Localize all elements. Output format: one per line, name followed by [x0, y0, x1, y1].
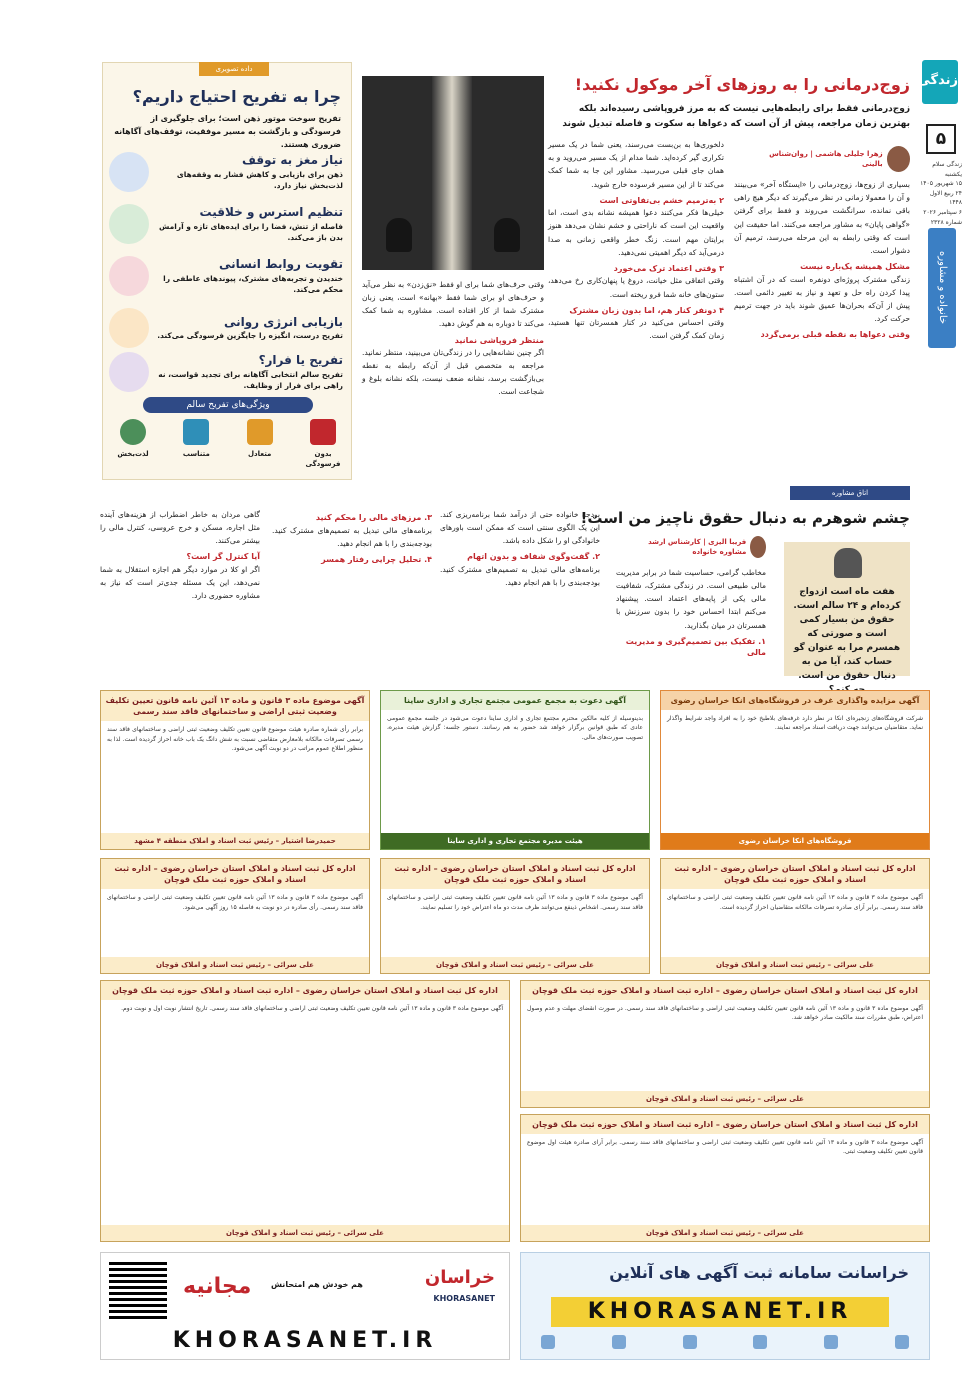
middle-column [362, 278, 544, 478]
date-line: یکشنبه [944, 170, 962, 178]
article-text: وقتی حرف‌های شما برای او فقط «نق‌زدن» به نظر می‌آید و حرف‌های او برای شما فقط «بهانه» است، یعنی زبان مشترک شما از کار افتاده است. مشاوره به شما کمک می‌کند تا دوباره به هم گوش دهید. [362, 280, 544, 329]
ad-body: آگهی موضوع ماده ۳ قانون و ماده ۱۳ آئین نامه قانون تعیین تکلیف وضعیت ثبتی اراضی و ساختمانهای فاقد سند رسمی. تاریخ انتشار نوبت اول و نوبت دوم. [121, 1005, 503, 1013]
consult-band: اتاق مشاوره [790, 486, 910, 500]
article-column-left [548, 138, 724, 342]
consult-text: اگر او کلا در موارد دیگر هم اجازه استقلال به شما نمی‌دهد، این یک مسئله جدی‌تر است که نیاز به مشاوره حضوری دارد. [100, 564, 260, 601]
feature-item [174, 419, 218, 469]
promo-brand: خراسان [424, 1267, 495, 1288]
main-article [548, 62, 910, 470]
article-lead: زوج‌درمانی فقط برای رابطه‌هایی نیست که به مرز فروپاشی رسیده‌اند بلکه بهترین زمان مراجعه، پیش از آن است که دعواها به سکوت و فاصله تبدیل شوند [562, 103, 910, 129]
date-line: زندگی سلام [932, 161, 962, 168]
infographic-title: چرا به تفریح احتیاج داریم؟ [132, 87, 341, 106]
ad-title: آگهی دعوت به مجمع عمومی مجتمع تجاری و اداری ساینا [381, 691, 649, 710]
ad-footer: علی سرائی – رئیس ثبت اسناد و املاک قوچان [381, 957, 649, 973]
infographic-label: داده تصویری [199, 62, 269, 76]
consult-column [100, 508, 260, 682]
article-text: اگر چنین نشانه‌هایی را در زندگی‌تان می‌بینید، منتظر نمانید. مراجعه به متخصص قبل از آن‌که رابطه به نقطه بی‌بازگشت برسد، نشانه ضعف نیست، بلکه نشانه بلوغ و شجاعت است. [362, 348, 544, 397]
author-box [760, 146, 910, 172]
ad-title: اداره کل ثبت اسناد و املاک استان خراسان رضوی – اداره ثبت اسناد و املاک حوزه ثبت ملک قوچان [661, 859, 929, 889]
article-text: وقتی احساس می‌کنید در کنار همسرتان تنها هستید، زمان کمک گرفتن است. [548, 318, 724, 341]
info-row-desc: تفریح درست، انگیزه را جایگزین فرسودگی می‌کند. [157, 331, 343, 341]
article-text: زندگی مشترک پروژه‌ای دونفره است که در آن اشتباه پیدا کردن راه حل و تعهد و نیاز به تغییر دائمی است. پیش از آن‌که بحران‌ها عمیق شوند باید در جهت ترمیم حرکت کرد. [734, 274, 910, 323]
consult-text: گاهی مردان به خاطر اضطراب از هزینه‌های آینده مثل اجاره، مسکن و خرج عروسی، کنترل مالی را بیشتر می‌کنند. [100, 510, 260, 546]
photo-light-gap [432, 76, 472, 270]
info-row-heading: بازیابی انرژی روانی [223, 314, 343, 329]
device-icon [824, 1335, 838, 1349]
consult-text: برنامه‌های مالی تبدیل به تصمیم‌های مشترک کنید. بودجه‌بندی را با هم انجام دهید. [272, 525, 432, 548]
article-subhead: ۳ وقتی اعتماد ترک می‌خورد [613, 263, 724, 273]
device-icon [753, 1335, 767, 1349]
battery-icon [109, 308, 149, 348]
ad-body: آگهی موضوع ماده ۳ قانون و ماده ۱۳ آئین نامه قانون تعیین تکلیف وضعیت ثبتی اراضی و ساختمانهای فاقد سند رسمی. برابر آرای صادره هیئت اول موضوع قانون تعیین تکلیف وضعیت ثبتی. [527, 1139, 923, 1156]
ad-footer: علی سرائی – رئیس ثبت اسناد و املاک قوچان [521, 1225, 929, 1241]
info-row-heading: تقویت روابط انسانی [218, 257, 343, 272]
ad-registry[interactable] [520, 980, 930, 1108]
features-title: ویژگی‌های تفریح سالم [143, 397, 313, 413]
ad-footer: فروشگاه‌های انکا خراسان رضوی [661, 833, 929, 849]
ad-title: آگهی مزایده واگذاری غرف در فروشگاه‌های انکا خراسان رضوی [661, 691, 929, 710]
ad-registry[interactable] [100, 690, 370, 850]
people-icon [109, 256, 149, 296]
article-text: بسیاری از زوج‌ها، زوج‌درمانی را «ایستگاه آخر» می‌بینند و آن را معمولا زمانی در نظر می‌گیرند که دیگر هیچ راهی باقی نمانده، سرانگشت می‌روند و فقط برای گرفتن «گواهی پایان» به مشاور مراجعه می‌کنند. اما حقیقت این است که وقتی رابطه به این مرحله می‌رسد، ترمیم آن دشوار است. [734, 180, 910, 255]
info-row [109, 147, 343, 197]
ad-assembly[interactable] [380, 690, 650, 850]
feature-label: متناسب [182, 450, 210, 458]
promo-online-ads[interactable] [520, 1252, 930, 1360]
consult-question [784, 542, 910, 681]
issue-date [920, 160, 962, 227]
article-subhead: منتظر فروپاشی نمانید [454, 335, 544, 345]
ad-registry[interactable] [100, 858, 370, 974]
promo-url[interactable]: KHORASANET.IR [172, 1328, 438, 1353]
article-photo [362, 76, 544, 270]
ad-title: آگهی موضوع ماده ۳ قانون و ماده ۱۳ آئین نامه قانون تعیین تکلیف وضعیت ثبتی اراضی و ساختمانهای فاقد سند رسمی [101, 691, 369, 721]
photo-figure [494, 218, 520, 252]
section-tab[interactable]: خانواده و مشاوره [928, 228, 956, 348]
article-title: زوج‌درمانی را به روزهای آخر موکول نکنید! [574, 75, 910, 94]
info-row [109, 199, 343, 249]
ad-footer: هیئت مدیره مجتمع تجاری و اداری ساینا [381, 833, 649, 849]
feature-item [238, 419, 282, 469]
article-subhead: ۲ به‌ترمیم خشم بی‌تفاوتی است [599, 195, 724, 205]
consult-column [272, 508, 432, 682]
ad-auction[interactable] [660, 690, 930, 850]
scale-icon [247, 419, 273, 445]
article-subhead: مشکل همیشه یک‌باره نیست [800, 261, 910, 271]
article-subhead: ۴ دونفر کنار هم، اما بدون زبان مشترک [569, 305, 724, 315]
consult-subhead: ۲. گفت‌وگوی شفاف و بدون اتهام [467, 552, 600, 562]
ad-title: اداره کل ثبت اسناد و املاک استان خراسان رضوی – اداره ثبت اسناد و املاک حوزه ثبت ملک قوچان [101, 981, 509, 1000]
info-row-desc: ذهن برای بازیابی و کاهش فشار به وقفه‌های لذت‌بخش نیاز دارد. [176, 169, 343, 190]
info-row-heading: تنظیم استرس و خلاقیت [199, 205, 343, 220]
photo-figure [386, 218, 412, 252]
article-text: خیلی‌ها فکر می‌کنند دعوا همیشه نشانه بدی است، اما واقعیت این است که ناراحتی و خشم نشان می‌دهد هنوز برایتان مهم است. زنگ خطر واقعی زمانی به صدا درمی‌آید که دیگر اهمیتی نمی‌دهید. [548, 208, 724, 257]
features-grid [111, 419, 345, 469]
date-line: شماره ۲۳۲۸ [930, 218, 962, 226]
ad-body: آگهی موضوع ماده ۳ قانون و ماده ۱۳ آئین نامه قانون تعیین تکلیف وضعیت ثبتی اراضی و ساختمانهای فاقد سند رسمی. رأی صادره در دو نوبت به فاصله ۱۵ روز آگهی می‌شود. [107, 894, 363, 911]
ad-body: آگهی موضوع ماده ۳ قانون و ماده ۱۳ آئین نامه قانون تعیین تکلیف وضعیت ثبتی اراضی و ساختمانهای فاقد سند رسمی. برابر آرای صادره تصرفات مالکانه متقاضیان احراز گردیده است. [667, 894, 923, 911]
info-row-desc: فاصله از تنش، فضا را برای ایده‌های تازه و آرامش بدن باز می‌کند. [158, 221, 343, 242]
ad-body: آگهی موضوع ماده ۳ قانون و ماده ۱۳ آئین نامه قانون تعیین تکلیف وضعیت ثبتی اراضی و ساختمانهای فاقد سند رسمی. در صورت انقضای مهلت و عدم وصول اعتراض، طبق مقررات سند مالکیت صادر خواهد شد. [527, 1005, 923, 1022]
veiled-woman-icon [834, 548, 862, 578]
consult-subhead: ۱. تفکیک بین تصمیم‌گیری و مدیریت مالی [625, 636, 766, 658]
author-name: فریبا الیزی | کارشناس ارشد مشاوره خانواده [648, 537, 747, 556]
consult-author [636, 536, 766, 558]
ad-title: اداره کل ثبت اسناد و املاک استان خراسان رضوی – اداره ثبت اسناد و املاک حوزه ثبت ملک قوچان [521, 981, 929, 1000]
infographic-box [102, 62, 352, 480]
consult-title: چشم شوهرم به دنبال حقوق ناچیز من است! [580, 509, 910, 527]
ad-footer: حمیدرضا اشتیار – رئیس ثبت اسناد و املاک منطقه ۴ مشهد [101, 833, 369, 849]
ad-footer: علی سرائی – رئیس ثبت اسناد و املاک قوچان [661, 957, 929, 973]
fire-icon [310, 419, 336, 445]
ad-registry[interactable] [100, 980, 510, 1242]
promo-brand-sub: KHORASANET [433, 1294, 495, 1303]
wave-icon [109, 204, 149, 244]
author-name: زهرا جلیلی هاشمی | روان‌شناس بالینی [769, 150, 883, 169]
brain-icon [109, 152, 149, 192]
info-row [109, 303, 343, 353]
consult-subhead: ۴. تحلیل چرایی رفتار همسر [321, 554, 432, 564]
info-row-heading: تفریح یا فرار؟ [258, 353, 343, 368]
consult-column [440, 508, 600, 682]
smile-icon [120, 419, 146, 445]
ad-body: برابر رأی شماره صادره هیئت موضوع قانون تعیین تکلیف وضعیت ثبتی اراضی و ساختمانهای فاقد سند رسمی تصرفات مالکانه بلامعارض متقاضی نسبت به شش دانگ یک باب خانه احراز گردیده است. لذا به منظور اطلاع عموم مراتب در دو نوبت آگهی می‌شود. [107, 726, 363, 752]
consult-column [616, 566, 766, 682]
ad-body: آگهی موضوع ماده ۳ قانون و ماده ۱۳ آئین نامه قانون تعیین تکلیف وضعیت ثبتی اراضی و ساختمانهای فاقد سند رسمی. اشخاص ذینفع می‌توانند ظرف مدت دو ماه اعتراض خود را تسلیم نمایند. [387, 894, 643, 911]
article-subhead: وقتی دعواها به نقطه قبلی برمی‌گردد [760, 330, 910, 340]
info-row-desc: خندیدن و تجربه‌های مشترک، پیوندهای عاطفی را محکم می‌کند. [163, 273, 343, 294]
promo-url[interactable]: KHORASANET.IR [551, 1297, 889, 1327]
ad-body: شرکت فروشگاه‌های زنجیره‌ای انکا در نظر دارد غرفه‌های بلاطبخ خود را به افراد واجد شرایط واگذار نماید. متقاضیان می‌توانند جهت دریافت اسناد مراجعه نمایند. [667, 715, 923, 732]
ad-title: اداره کل ثبت اسناد و املاک استان خراسان رضوی – اداره ثبت اسناد و املاک حوزه ثبت ملک قوچان [521, 1115, 929, 1134]
promo-title: خراسانت سامانه ثبت آگهی های آنلاین [609, 1263, 909, 1282]
author-photo [887, 146, 910, 172]
info-row [109, 347, 343, 397]
ad-registry[interactable] [520, 1114, 930, 1242]
newspaper-logo: زندگی [922, 60, 958, 104]
feature-label: متعادل [247, 450, 272, 458]
ad-title: اداره کل ثبت اسناد و املاک استان خراسان رضوی – اداره ثبت اسناد و املاک حوزه ثبت ملک قوچان [381, 859, 649, 889]
author-photo [750, 536, 766, 558]
info-row-desc: تفریح سالم انتخابی آگاهانه برای تجدید قواست، نه راهی برای فرار از وظایف. [158, 369, 343, 390]
date-line: ۶ سپتامبر ۲۰۲۶ [923, 208, 962, 216]
infographic-subtitle: تفریح سوخت موتور ذهن است؛ برای جلوگیری از فرسودگی و بازگشت به مسیر موفقیت، توقف‌های آگاهانه ضروری هستند. [114, 114, 341, 149]
consult-text: بودجه خانواده حتی از درآمد شما برنامه‌ریزی کند. این یک الگوی سنتی است که ممکن است باورهای خانوادگی او را شکل داده باشد. [440, 510, 600, 546]
ad-footer: علی سرائی – رئیس ثبت اسناد و املاک قوچان [521, 1091, 929, 1107]
consult-text: مخاطب گرامی، حساسیت شما در برابر مدیریت مالی طبیعی است. در زندگی مشترک، شفافیت مالی یکی از پایه‌های اعتماد است. پیشنهاد می‌کنم ابتدا احساس خود را بدون سرزنش با همسرتان در میان بگذارید. [616, 568, 766, 630]
feature-item [111, 419, 155, 469]
promo-free-sub: هم خودش هم امتحانش [271, 1280, 363, 1289]
side-strip [916, 60, 966, 480]
ad-title: اداره کل ثبت اسناد و املاک استان خراسان رضوی – اداره ثبت اسناد و املاک حوزه ثبت ملک قوچان [101, 859, 369, 889]
feature-label: لذت‌بخش [117, 450, 149, 458]
feature-item [301, 419, 345, 469]
ad-footer: علی سرائی – رئیس ثبت اسناد و املاک قوچان [101, 1225, 509, 1241]
ad-body: بدینوسیله از کلیه مالکین محترم مجتمع تجاری و اداری ساینا دعوت می‌شود در جلسه مجمع عمومی عادی که طبق قوانین برگزار خواهد شد حضور به هم رسانند. دستور جلسه: گزارش هیئت مدیره، تصویب صورت‌های مالی. [387, 715, 643, 741]
consult-subhead: آیا کنترل گر است؟ [186, 552, 260, 562]
promo-free: مجانیه [183, 1274, 252, 1299]
consult-text: برنامه‌های مالی تبدیل به تصمیم‌های مشترک کنید. بودجه‌بندی را با هم انجام دهید. [440, 564, 600, 588]
signpost-icon [109, 352, 149, 392]
page-number: ۵ [926, 124, 956, 154]
blocks-icon [183, 419, 209, 445]
device-icon [895, 1335, 909, 1349]
info-row-heading: نیاز مغز به توقف [242, 153, 343, 168]
device-icon [612, 1335, 626, 1349]
promo-khorasanet[interactable] [100, 1252, 510, 1360]
consult-subhead: ۳. مرزهای مالی را محکم کنید [315, 513, 432, 522]
ad-footer: علی سرائی – رئیس ثبت اسناد و املاک قوچان [101, 957, 369, 973]
qr-code-icon[interactable] [109, 1261, 167, 1319]
article-text: وقتی اتفاقی مثل خیانت، دروغ یا پنهان‌کاری رخ می‌دهد، ستون‌های خانه شما فرو ریخته است. [548, 276, 724, 299]
promo-icons [541, 1335, 909, 1351]
feature-label: بدون فرسودگی [305, 450, 341, 469]
device-icon [683, 1335, 697, 1349]
article-text: دلخوری‌ها به بن‌بست می‌رسند، یعنی شما در یک مسیر تکراری گیر کرده‌اید. شما مدام از یک مسیر می‌روید و به همان جای قبلی می‌رسید. مشاور این جا به شما کمک می‌کند تا از این مسیر فرسوده خارج شوید. [548, 140, 724, 189]
date-line: ۲۴ ربیع الاول ۱۴۴۸ [929, 189, 962, 207]
ad-registry[interactable] [380, 858, 650, 974]
article-column-right [734, 138, 910, 342]
device-icon [541, 1335, 555, 1349]
date-line: ۱۵ شهریور ۱۴۰۵ [920, 180, 962, 188]
ad-registry[interactable] [660, 858, 930, 974]
info-row [109, 251, 343, 301]
question-text: هفت ماه است ازدواج کرده‌ام و ۲۴ سالم است. حقوق من بسیار کمی ‌است و صورتی که همسرم مرا به عنوان گو حساب کند، آیا من به دنبال حقوق من است. [793, 587, 901, 681]
